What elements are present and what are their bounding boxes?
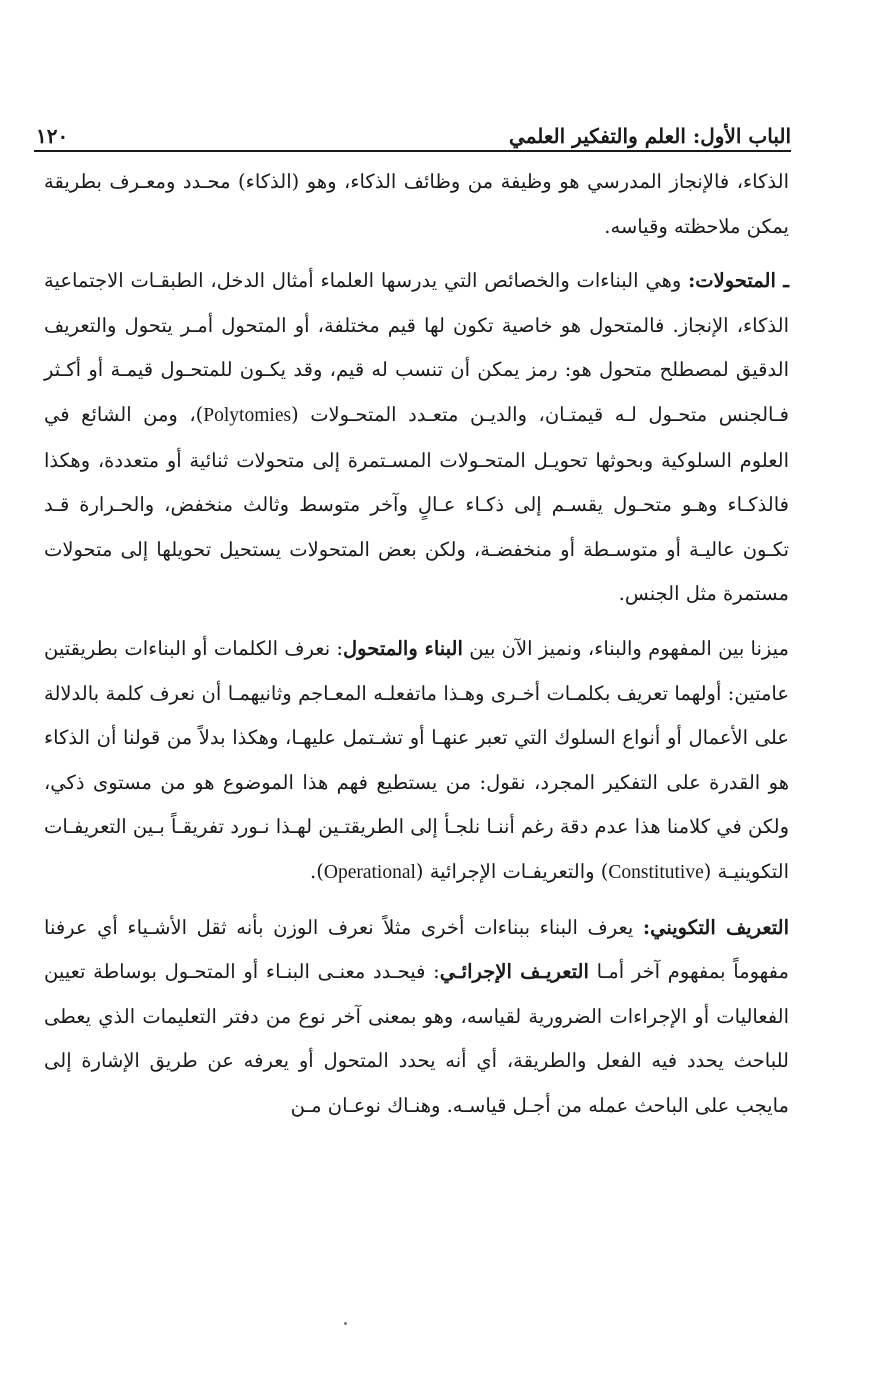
paragraph-text: يعرف البناء ببناءات أخرى مثلاً نعرف الوزن بأنه ثقل الأشـياء أي عرفنا مفهوماً بمفهوم آخر أمـا: [44, 915, 789, 984]
paragraph-text: ).: [310, 859, 324, 883]
paragraph-variables: [44, 259, 789, 617]
running-title: الباب الأول: العلم والتفكير العلمي: [509, 124, 791, 148]
paragraph-text: ) والتعريفـات الإجرائية (: [415, 859, 609, 883]
paragraph-text: : نعرف الكلمات أو البناءات بطريقتين عامتين: أولهما تعريف بكلمـات أخـرى وهـذا ماتفعلـه المعـاجم وثانيهمـا أن نعرف كلمة بالدلالة على الأعمال أو أنواع السلوك التي تعبر عنهـا أو تشـتمل عليهـا، وهكذا بدلاً من قولنا أن الذكاء هو القدرة على التفكير المجرد، نقول: من يستطيع فهم هذا الموضوع هو من مستوى ذكي، ولكن في كلامنا هذا عدم دقة رغم أننـا نلجـأ إلى الطريقتـين لهـذا نـورد تفريقـاً بـين التعريفـات التكوينيـة (: [44, 636, 789, 883]
term-constitutive-definition: التعريف التكويني:: [642, 915, 789, 939]
latin-term-constitutive: Constitutive: [608, 861, 704, 883]
term-variables: ـ المتحولات:: [688, 269, 789, 293]
page-header: [36, 112, 791, 148]
paragraph-text: ميزنا بين المفهوم والبناء، ونميز الآن بين: [462, 636, 790, 660]
page-body: [44, 160, 789, 1128]
latin-term-polytomies: Polytomies: [203, 404, 292, 426]
print-speck: [344, 1322, 347, 1325]
paragraph-intelligence-continuation: الذكاء، فالإنجاز المدرسي هو وظيفة من وظائف الذكاء، وهو (الذكاء) محـدد ومعـرف بطريقة يمكن ملاحظته وقياسه.: [44, 170, 789, 238]
paragraph-text: : فيحـدد معنـى البنـاء أو المتحـول بوساطة تعيين الفعاليات أو الإجراءات الضرورية لقياسه، وهو بمعنى آخر نوع من دفتر التعليمات الذي يعطى للباحث يحدد فيه الفعل والطريقة، أي أنه يحدد المتحول أو يعرفه عن طريق الإشارة إلى مايجب على الباحث عمله من أجـل قياسـه. وهنـاك نوعـان مـن: [44, 960, 789, 1117]
paragraph-text: وهي البناءات والخصائص التي يدرسها العلماء أمثال الدخل، الطبقـات الاجتماعية الذكاء، الإنجاز. فالمتحول هو خاصية تكون لها قيم مختلفة، أو المتحول أمـر يتحول والتعريف الدقيق لمصطلح متحول هو: رمز يمكن أن تنسب له قيم، وقد يكـون للمتحـول قيمـة أو أكـثر فـالجنس متحـول لـه قيمتـان، والديـن متعـدد المتحـولات (: [44, 269, 790, 426]
page-number: ١٢٠: [36, 124, 69, 148]
paragraph-construct-vs-variable: [44, 627, 789, 896]
paragraph-definitions: [44, 906, 789, 1129]
header-rule: [34, 150, 791, 152]
latin-term-operational: Operational: [323, 861, 416, 883]
term-operational-definition: التعريـف الإجرائـي: [439, 960, 589, 984]
paragraph-text: )، ومن الشائع في العلوم السلوكية وبحوثها تحويـل المتحـولات المسـتمرة إلى متحولات ثنائية أو متعددة، وهكذا فالذكـاء وهـو متحـول يقسـم إلى ذكـاء عـالٍ وآخر متوسط وثالث منخفض، والحـرارة قـد تكـون عاليـة أو متوسـطة أو منخفضـة، ولكن بعض المتحولات يستحيل تحويلها إلى متحولات مستمرة مثل الجنس.: [44, 402, 789, 606]
term-construct-and-variable: البناء والمتحول: [343, 636, 463, 660]
